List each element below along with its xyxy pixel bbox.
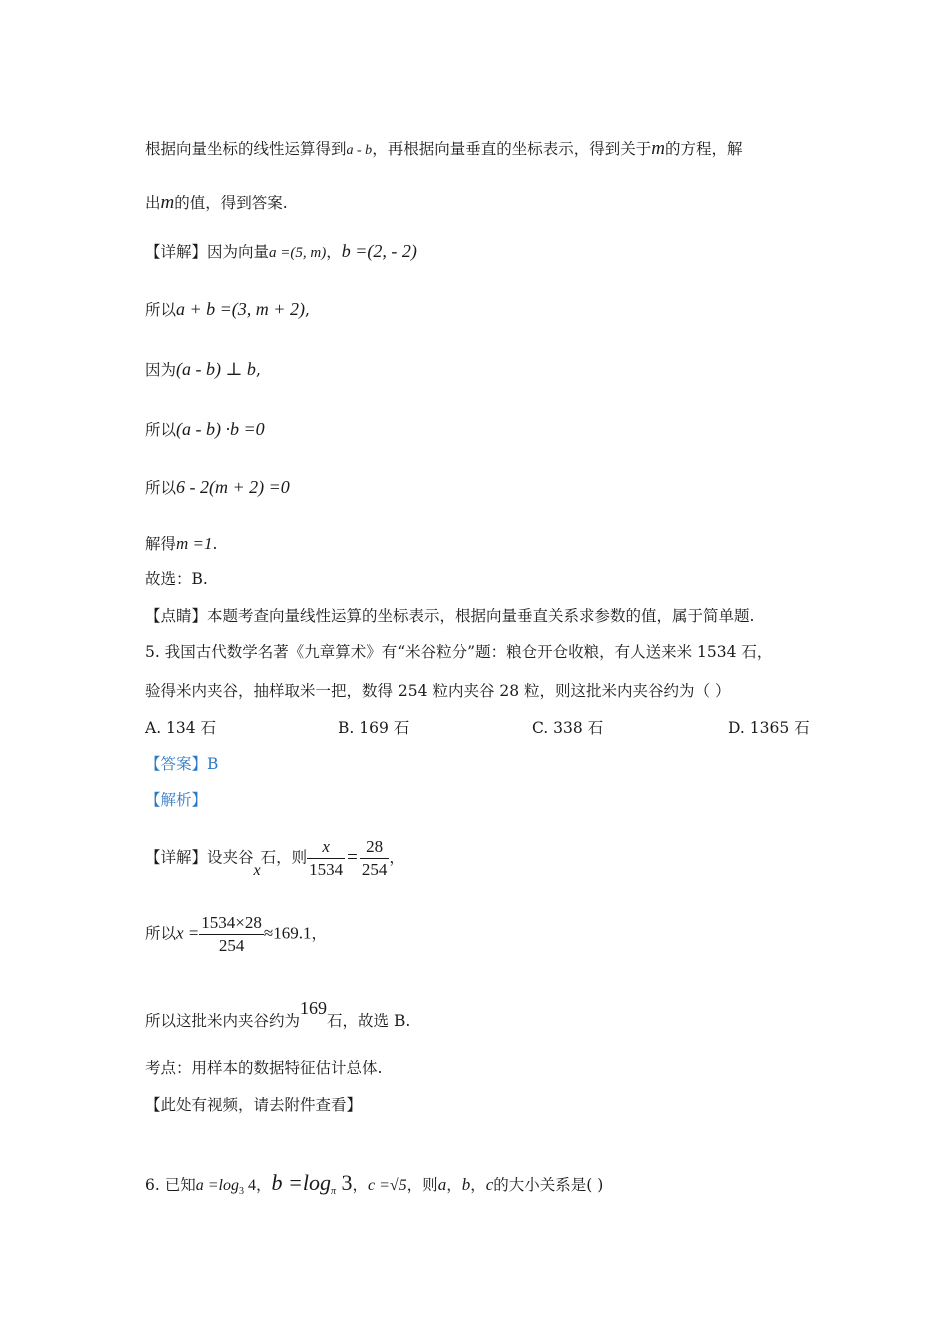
analysis-line-2: 出m的值，得到答案. bbox=[145, 192, 288, 213]
q5-detail-line-2: 所以x = $\frac{1534\times 28}{254}$ ≈169.1， bbox=[145, 913, 327, 955]
detail-line-dot: 所以(a - b) ·b =0 bbox=[145, 419, 265, 439]
detail-line-vectors: 【详解】因为向量a =(5, m)，b =(2, - 2) bbox=[145, 241, 417, 261]
detail-line-perp: 因为(a - b) ⊥ b, bbox=[145, 359, 261, 379]
q5-kaodian: 考点：用样本的数据特征估计总体. bbox=[145, 1059, 383, 1077]
q5-detail-line-3: 所以这批米内夹谷约为169石，故选 B. bbox=[145, 998, 411, 1030]
q5-stem-line-1: 5. 我国古代数学名著《九章算术》有“米谷粒分”题：粮仓开仓收粮，有人送来米 1534 石， bbox=[145, 643, 773, 661]
q5-answer: 【答案】B bbox=[145, 755, 219, 773]
math-equation: 6 - 2(m + 2) =0 bbox=[176, 477, 290, 497]
comment-line: 【点睛】本题考查向量线性运算的坐标表示，根据向量垂直关系求参数的值，属于简单题. bbox=[145, 607, 755, 625]
math-vector-b: b =(2, - 2) bbox=[341, 241, 417, 261]
choice-line: 故选：B. bbox=[145, 570, 208, 588]
q5-detail-line-1: 【详解】设夹谷x石，则 $\frac{x}{1534}$ = $\frac{28}{254}$ ， bbox=[145, 837, 405, 879]
fraction-calculation: $\frac{1534\times 28}{254}$ bbox=[201, 913, 262, 955]
math-m: m bbox=[651, 138, 665, 159]
q5-option-c: C. 338 石 bbox=[532, 719, 604, 737]
q5-option-d: D. 1365 石 bbox=[728, 719, 810, 737]
q5-option-b: B. 169 石 bbox=[338, 719, 410, 737]
q5-analysis-heading: 【解析】 bbox=[145, 791, 208, 809]
detail-line-solve: 解得m =1. bbox=[145, 534, 218, 553]
q5-option-a: A. 134 石 bbox=[145, 719, 217, 737]
q5-stem-line-2: 验得米内夹谷，抽样取米一把，数得 254 粒内夹谷 28 粒，则这批米内夹谷约为（ ） bbox=[145, 682, 731, 700]
detail-line-sum: 所以a + b =(3, m + 2), bbox=[145, 299, 310, 319]
fraction-28-over-254: $\frac{28}{254}$ bbox=[361, 837, 388, 879]
math-perpendicular: (a - b) ⊥ b bbox=[176, 359, 256, 379]
fraction-x-over-1534: $\frac{x}{1534}$ bbox=[309, 837, 344, 879]
math-solution: m =1 bbox=[176, 534, 213, 553]
math-m: m bbox=[160, 192, 175, 213]
math-a-plus-b: a + b =(3, m + 2) bbox=[176, 299, 305, 319]
q6-stem: 6. 已知$a =\log_3$ 4，$b =\log_\pi$ 3，c =√5，则a，b，c的大小关系是( ) bbox=[145, 1170, 604, 1198]
math-a-minus-b: a - b bbox=[346, 143, 373, 158]
analysis-line-1: 根据向量坐标的线性运算得到a - b，再根据向量垂直的坐标表示，得到关于m的方程，解 bbox=[145, 138, 743, 159]
q5-video-note: 【此处有视频，请去附件查看】 bbox=[145, 1096, 363, 1114]
math-vector-a: a =(5, m) bbox=[269, 245, 327, 261]
detail-line-equation: 所以6 - 2(m + 2) =0 bbox=[145, 477, 290, 497]
math-dot-product: (a - b) ·b =0 bbox=[176, 419, 265, 439]
